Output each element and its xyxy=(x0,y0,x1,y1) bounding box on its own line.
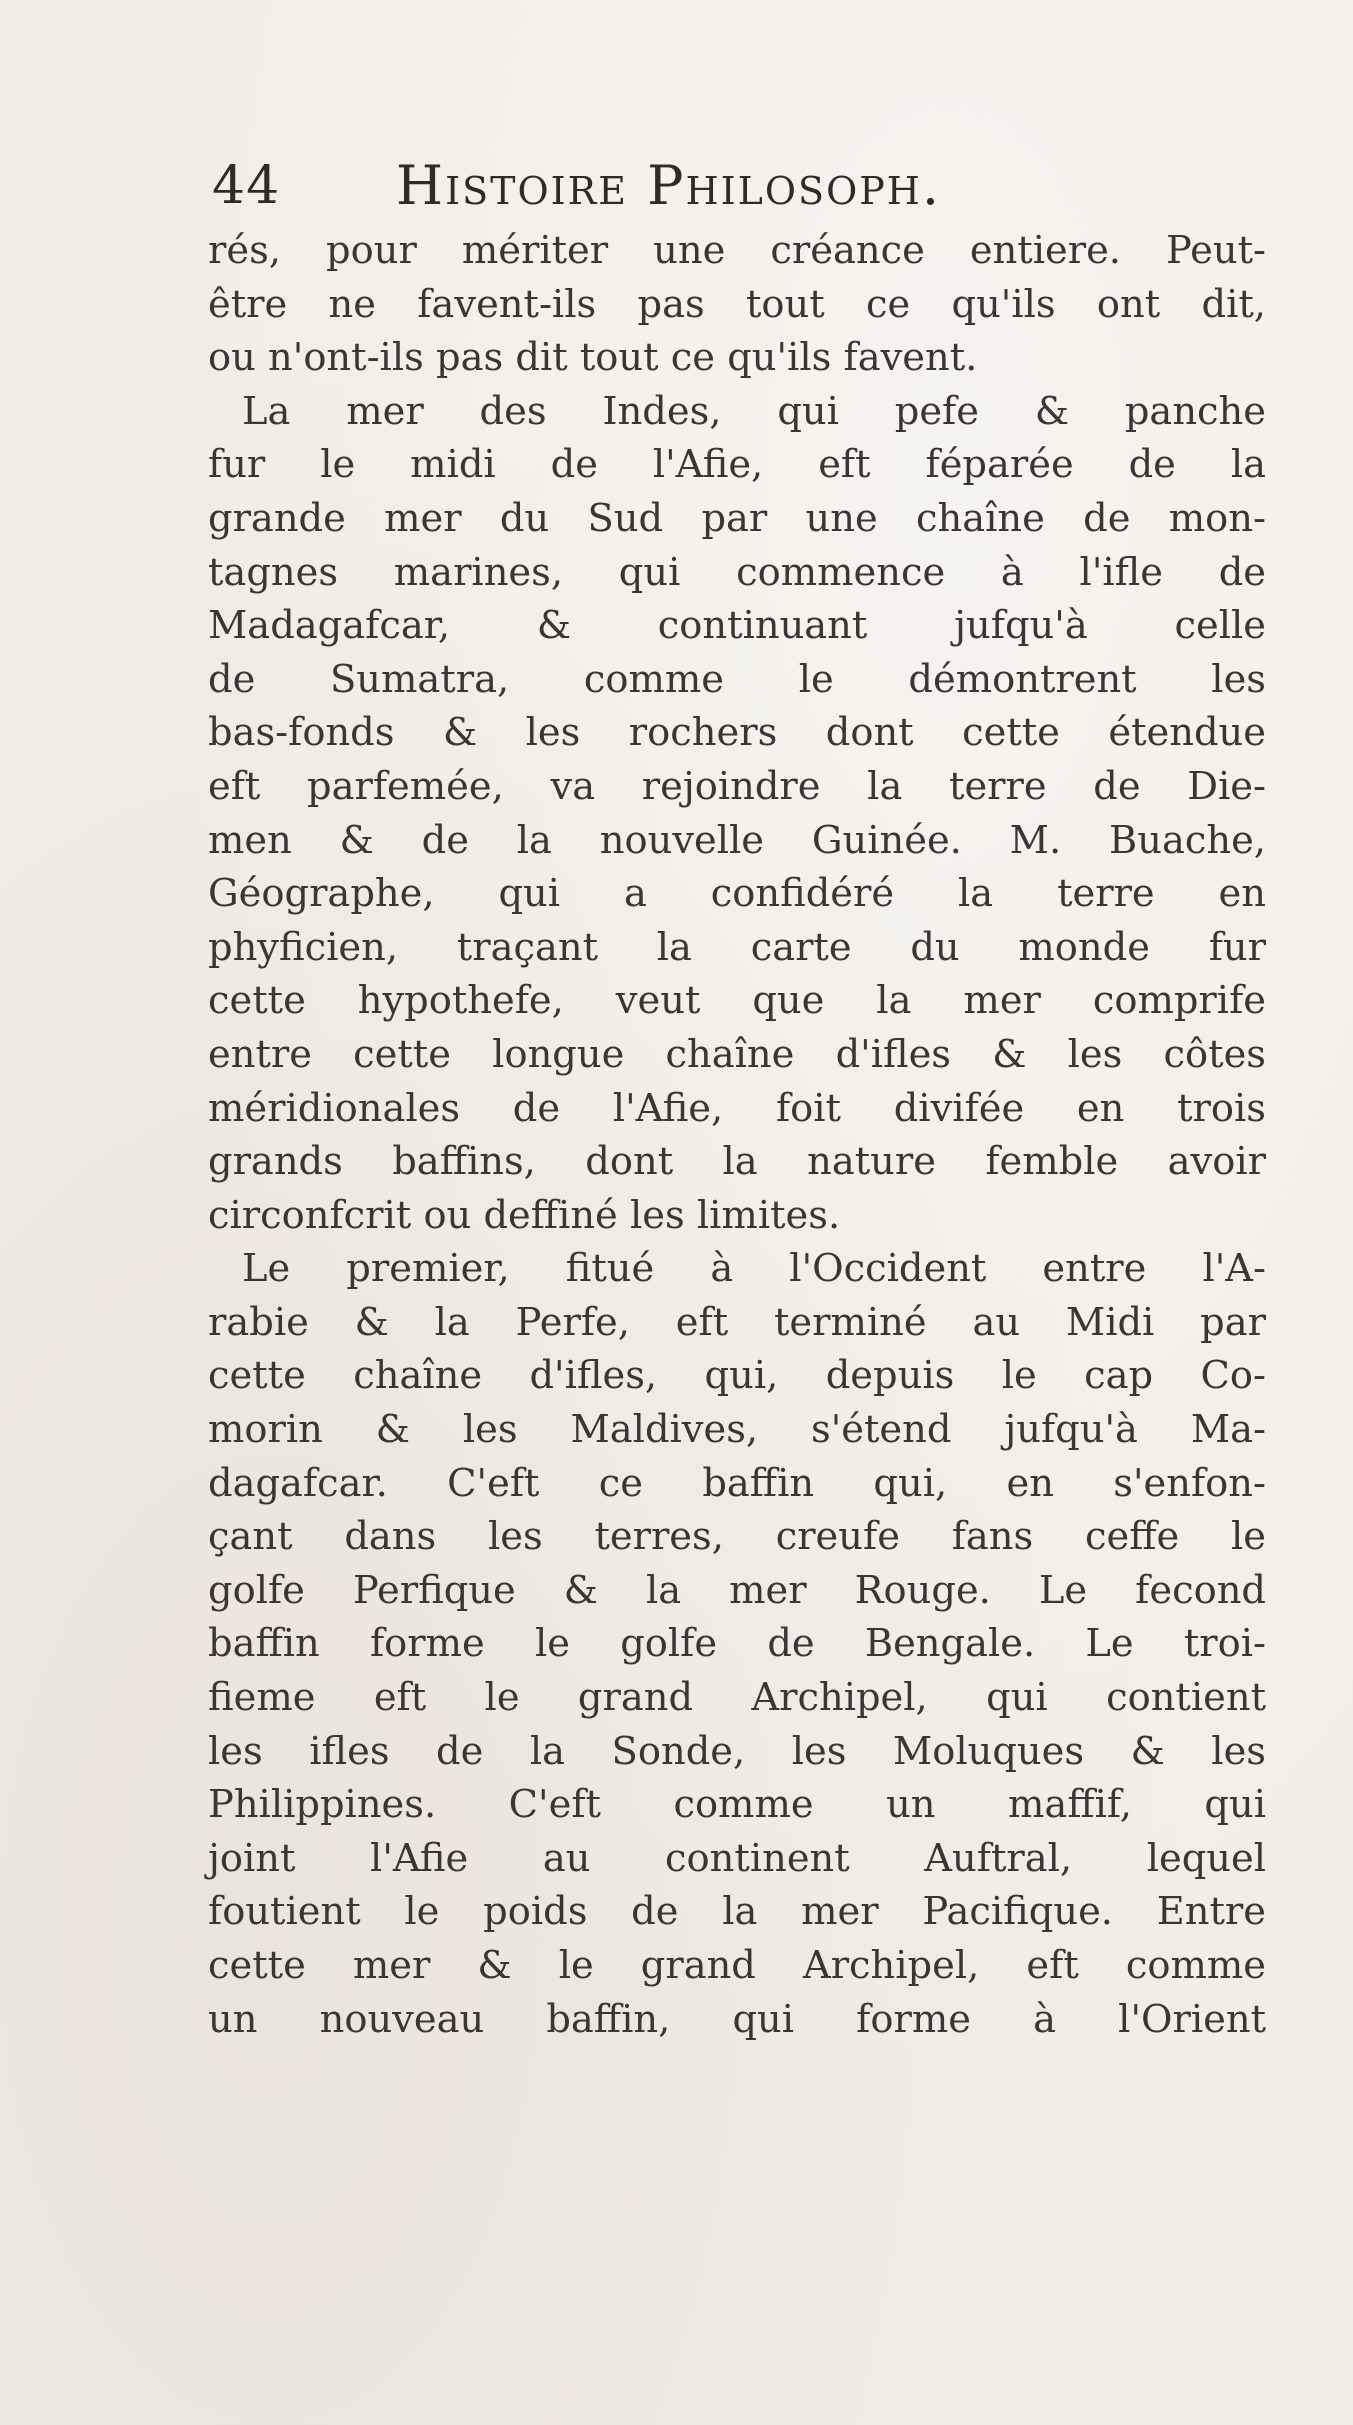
text-line: entre cette longue chaîne d'ifles & les côtes xyxy=(208,1031,1266,1077)
text-line: fieme eft le grand Archipel, qui contient xyxy=(208,1675,1266,1721)
text-line: Le premier, fitué à l'Occident entre l'A- xyxy=(242,1246,1266,1292)
text-line: dagafcar. C'eft ce baffin qui, en s'enfon- xyxy=(208,1460,1266,1506)
text-line: cette hypothefe, veut que la mer comprife xyxy=(208,978,1266,1024)
text-line: méridionales de l'Afie, foit divifée en trois xyxy=(208,1085,1266,1131)
text-line: baffin forme le golfe de Bengale. Le troi- xyxy=(208,1621,1266,1667)
text-line: bas-fonds & les rochers dont cette étendue xyxy=(208,710,1266,756)
text-line: grands baffins, dont la nature femble avoir xyxy=(208,1139,1266,1185)
running-header xyxy=(212,150,1262,230)
page-number: 44 xyxy=(212,156,281,216)
text-line: un nouveau baffin, qui forme à l'Orient xyxy=(208,1996,1266,2042)
text-line: çant dans les terres, creufe fans ceffe le xyxy=(208,1514,1266,1560)
running-title: Histoire Philosoph. xyxy=(396,154,942,217)
text-line: foutient le poids de la mer Pacifique. Entre xyxy=(208,1889,1266,1935)
text-line: cette mer & le grand Archipel, eft comme xyxy=(208,1943,1266,1988)
text-line: ou n'ont-ils pas dit tout ce qu'ils favent. xyxy=(208,335,978,381)
text-line: tagnes marines, qui commence à l'ifle de xyxy=(208,549,1266,595)
text-line: cette chaîne d'ifles, qui, depuis le cap Co- xyxy=(208,1353,1266,1399)
text-line: eft parfemée, va rejoindre la terre de Die- xyxy=(208,763,1266,809)
text-line: men & de la nouvelle Guinée. M. Buache, xyxy=(208,817,1266,863)
text-line: être ne favent-ils pas tout ce qu'ils ont dit, xyxy=(208,281,1266,327)
text-line: circonfcrit ou deffiné les limites. xyxy=(208,1192,841,1238)
text-line: phyficien, traçant la carte du monde fur xyxy=(208,924,1266,970)
text-line: joint l'Afie au continent Auftral, lequel xyxy=(208,1835,1266,1881)
text-line: La mer des Indes, qui pefe & panche xyxy=(242,388,1266,434)
text-line: Philippines. C'eft comme un maffif, qui xyxy=(208,1782,1266,1828)
text-line: morin & les Maldives, s'étend jufqu'à Ma- xyxy=(208,1407,1266,1453)
text-line: les ifles de la Sonde, les Moluques & les xyxy=(208,1728,1266,1774)
text-line: golfe Perfique & la mer Rouge. Le fecond xyxy=(208,1567,1266,1613)
text-line: de Sumatra, comme le démontrent les xyxy=(208,656,1266,702)
text-line: rabie & la Perfe, eft terminé au Midi par xyxy=(208,1299,1266,1345)
text-line: Madagafcar, & continuant jufqu'à celle xyxy=(208,603,1266,649)
text-line: grande mer du Sud par une chaîne de mon- xyxy=(208,495,1266,541)
text-line: Géographe, qui a confidéré la terre en xyxy=(208,871,1266,917)
text-line: rés, pour mériter une créance entiere. Peut- xyxy=(208,228,1266,273)
body-text xyxy=(208,224,1266,2046)
text-line: fur le midi de l'Afie, eft féparée de la xyxy=(208,442,1266,488)
